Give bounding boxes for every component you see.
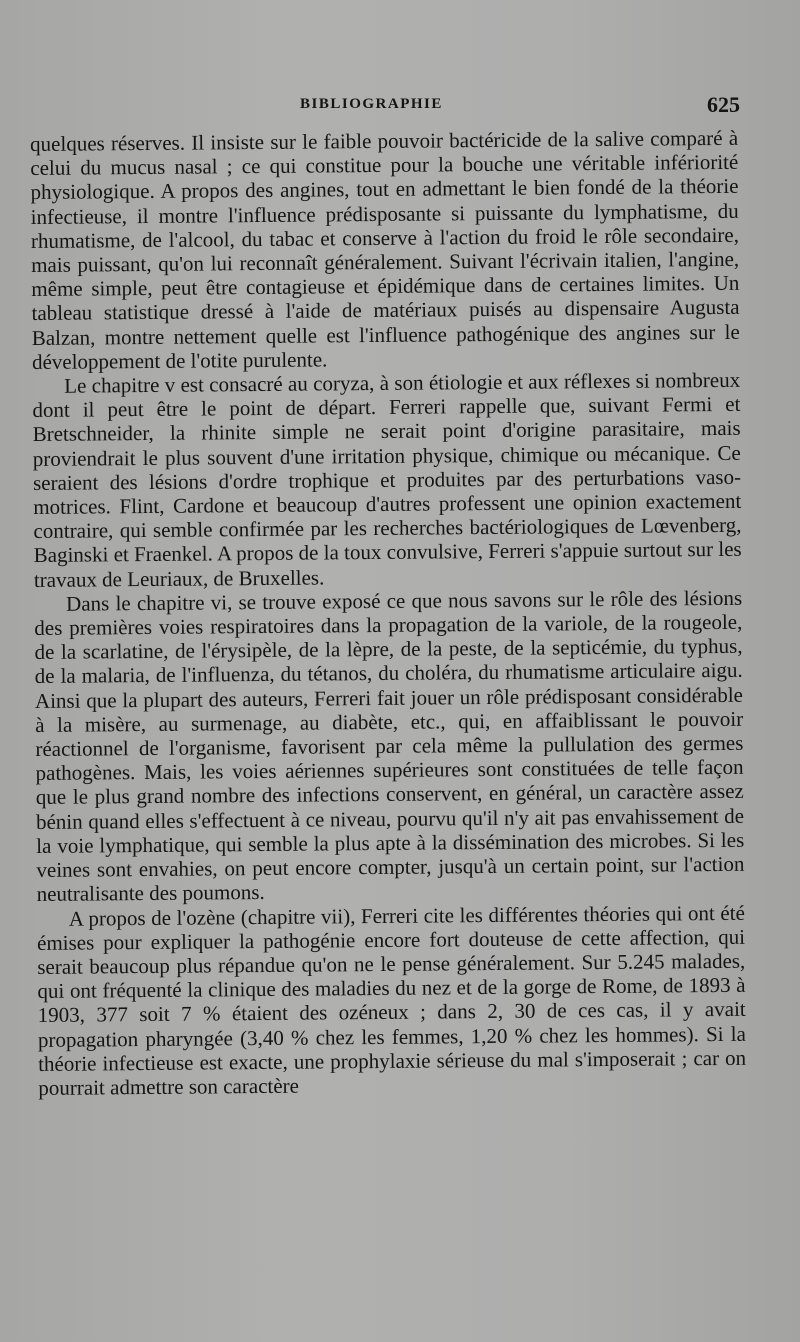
page-number: 625: [707, 92, 740, 117]
paragraph-ozene: A propos de l'ozène (chapitre vii), Ferreri cite les différentes théories qui ont été émises pour expliquer la pathogénie encore fort douteuse de cette affection, qui serait beaucoup plus répandue qu'on ne le pense généralement. Sur 5.245 malades, qui ont fréquenté la clinique des maladies du nez et de la gorge de Rome, de 1893 à 1903, 377 soit 7 % étaient des ozéneux ; dans 2, 30 de ces cas, il y avait propagation pharyngée (3,40 % chez les femmes, 1,20 % chez les hommes). Si la théorie infectieuse est exacte, une prophylaxie sérieuse du mal s'imposerait ; car on pourrait admettre son caractère: [36, 900, 747, 1100]
running-head: [60, 92, 740, 122]
running-head-title: BIBLIOGRAPHIE: [300, 96, 443, 112]
paragraph-lesions: Dans le chapitre vi, se trouve exposé ce que nous savons sur le rôle des lésions des premières voies respiratoires dans la propagation de la variole, de la rougeole, de la scarlatine, de l'érysipèle, de la lèpre, de la peste, de la septicémie, du typhus, de la malaria, de l'influenza, du tétanos, du choléra, du rhumatisme articulaire aigu. Ainsi que la plupart des auteurs, Ferreri fait jouer un rôle prédisposant considérable à la misère, au surmenage, au diabète, etc., qui, en affaiblissant le pouvoir réactionnel de l'organisme, favorisent par cela même la pullulation des germes pathogènes. Mais, les voies aériennes supérieures sont constituées de telle façon que le plus grand nombre des infections conservent, en général, un caractère assez bénin quand elles s'effectuent à ce niveau, pourvu qu'il n'y ait pas envahissement de la voie lymphatique, qui semble la plus apte à la dissémination des microbes. Si les veines sont envahies, on peut encore compter, jusqu'à un certain point, sur l'action neutralisante des poumons.: [34, 585, 745, 907]
paragraph-angines: quelques réserves. Il insiste sur le faible pouvoir bactéricide de la salive comparé à celui du mucus nasal ; ce qui constitue pour la bouche une véritable infériorité physiologique. A propos des angines, tout en admettant le bien fondé de la théorie infectieuse, il montre l'influence prédisposante si puissante du lymphatisme, du rhumatisme, de l'alcool, du tabac et conserve à l'action du froid le rôle secondaire, mais puissant, qu'on lui reconnaît généralement. Suivant l'écrivain italien, l'angine, même simple, peut être contagieuse et épidémique dans de certaines limites. Un tableau statistique dressé à l'aide de matériaux puisés au dispensaire Augusta Balzan, montre nettement quelle est l'influence pathogénique des angines sur le développement de l'otite purulente.: [30, 125, 740, 374]
body-text: [30, 126, 746, 1100]
paragraph-coryza: Le chapitre v est consacré au coryza, à son étiologie et aux réflexes si nombreux dont il peut être le point de départ. Ferreri rappelle que, suivant Fermi et Bretschneider, la rhinite simple ne serait point d'origine parasitaire, mais proviendrait le plus souvent d'une irritation physique, chimique ou mécanique. Ce seraient des lésions d'ordre trophique et produites par des perturbations vaso-motrices. Flint, Cardone et beaucoup d'autres professent une opinion exactement contraire, qui semble confirmée par les recherches bactériologiques de Lœvenberg, Baginski et Fraenkel. A propos de la toux convulsive, Ferreri s'appuie surtout sur les travaux de Leuriaux, de Bruxelles.: [32, 367, 742, 592]
